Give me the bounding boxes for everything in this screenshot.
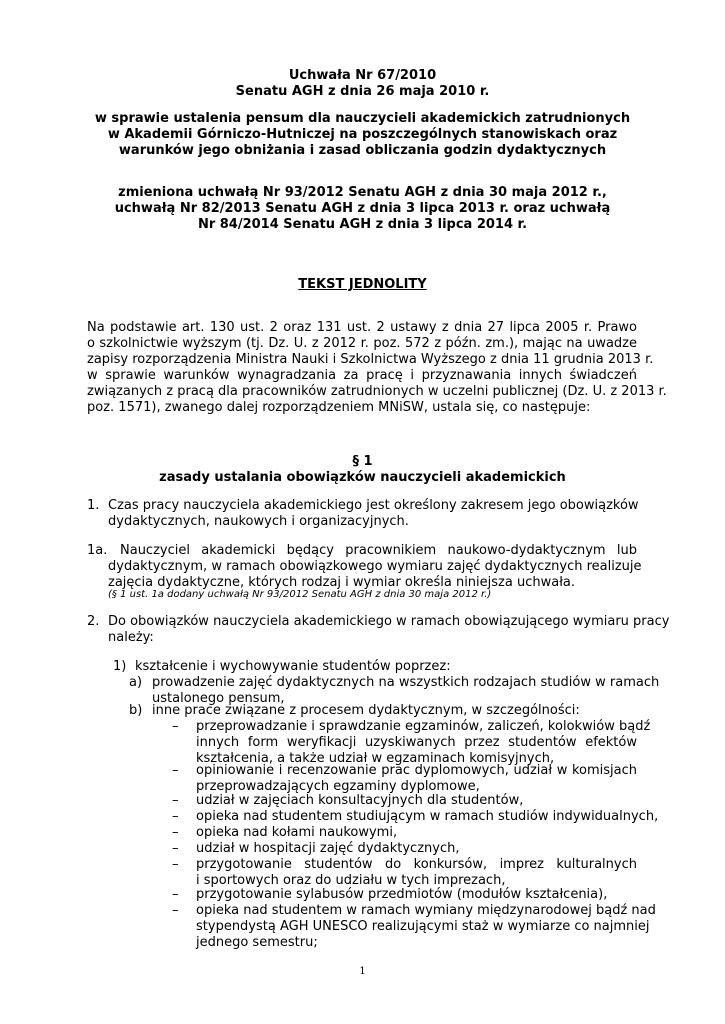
dash-item <box>196 903 656 951</box>
dash-item-line: przeprowadzających egzaminy dyplomowe, <box>196 779 480 794</box>
dash-item-line: kształcenia, a także udział w egzaminach komisyjnych, <box>196 751 555 766</box>
preamble-line: Na podstawie art. 130 ust. 2 oraz 131 ust. 2 ustawy z dnia 27 lipca 2005 r. Prawo <box>87 320 637 335</box>
dash-bullet: – <box>172 793 179 808</box>
dash-item <box>196 763 637 795</box>
dash-bullet: – <box>172 719 179 734</box>
subject-line: warunków jego obniżania i zasad obliczania godzin dydaktycznych <box>118 143 607 158</box>
dash-item-line: przygotowanie sylabusów przedmiotów (modułów kształcenia), <box>196 887 608 902</box>
consolidated-label: TEKST JEDNOLITY <box>298 277 427 292</box>
letter-label: b) <box>129 703 143 718</box>
dash-bullet: – <box>172 857 179 872</box>
amendment-note <box>80 185 645 233</box>
point-label: 1a. <box>87 543 108 558</box>
point-line: Czas pracy nauczyciela akademickiego jest określony zakresem jego obowiązków <box>108 498 639 513</box>
dash-item-line: opiniowanie i recenzowanie prac dyplomowych, udział w komisjach <box>196 763 637 778</box>
dash-item-line: i sportowych oraz do udziału w tych imprezach, <box>196 873 506 888</box>
dash-item-line: udział w zajęciach konsultacyjnych dla studentów, <box>196 793 524 808</box>
subject-line: w sprawie ustalenia pensum dla nauczycieli akademickich zatrudnionych <box>94 111 631 126</box>
dash-item-line: opieka nad kołami naukowymi, <box>196 825 398 840</box>
preamble <box>87 320 667 416</box>
item-b-text: inne prace związane z procesem dydaktycznym, w szczególności: <box>152 703 580 718</box>
point-label: 1. <box>87 498 100 513</box>
dash-bullet: – <box>172 887 179 902</box>
dash-bullet: – <box>172 903 179 918</box>
point-1 <box>108 498 637 530</box>
dash-item-line: przygotowanie studentów do konkursów, imprez kulturalnych <box>196 857 637 872</box>
title-line: Senatu AGH z dnia 26 maja 2010 r. <box>235 84 490 99</box>
amendment-line: zmieniona uchwałą Nr 93/2012 Senatu AGH z dnia 30 maja 2012 r., <box>118 185 607 200</box>
dash-item-line: innych form weryfikacji uzyskiwanych przez studentów efektów <box>196 735 637 750</box>
dash-item-line: stypendystą AGH UNESCO realizującymi staż w wymiarze co najmniej <box>196 919 650 934</box>
section-number: § 1 <box>352 454 373 469</box>
title-line: Uchwała Nr 67/2010 <box>288 68 437 83</box>
section-heading <box>80 454 645 486</box>
dash-item-line: jednego semestru; <box>196 935 318 950</box>
dash-bullet: – <box>172 841 179 856</box>
letter-label: a) <box>129 675 143 690</box>
dash-bullet: – <box>172 809 179 824</box>
preamble-line: poz. 1571), zwanego dalej rozporządzeniem MNiSW, ustala się, co następuje: <box>87 400 591 415</box>
dash-item <box>196 719 651 767</box>
dash-bullet: – <box>172 763 179 778</box>
preamble-line: w sprawie warunków wynagradzania za pracę i przyznawania innych świadczeń <box>87 368 637 383</box>
point-label: 2. <box>87 614 100 629</box>
dash-item-line: opieka nad studentem studiującym w ramach studiów indywidualnych, <box>196 809 659 824</box>
amendment-footnote: (§ 1 ust. 1a dodany uchwałą Nr 93/2012 Senatu AGH z dnia 30 maja 2012 r.) <box>108 589 492 600</box>
preamble-line: związanych z pracą dla pracowników zatrudnionych w uczelni publicznej (Dz. U. z 2013 r. <box>87 384 667 399</box>
point-line: należy: <box>108 630 154 645</box>
dash-item-line: udział w hospitacji zajęć dydaktycznych, <box>196 841 460 856</box>
point-line: dydaktycznym, w ramach obowiązkowego wymiaru zajęć dydaktycznych realizuje <box>108 559 642 574</box>
amendment-line: uchwałą Nr 82/2013 Senatu AGH z dnia 3 lipca 2013 r. oraz uchwałą <box>114 201 611 216</box>
resolution-subject <box>80 111 645 159</box>
section-title: zasady ustalania obowiązków nauczycieli akademickich <box>159 470 566 485</box>
amendment-line: Nr 84/2014 Senatu AGH z dnia 3 lipca 2014 r. <box>197 217 528 232</box>
preamble-line: zapisy rozporządzenia Ministra Nauki i Szkolnictwa Wyższego z dnia 11 grudnia 2013 r. <box>87 352 654 367</box>
point-line: Do obowiązków nauczyciela akademickiego w ramach obowiązującego wymiaru pracy <box>108 614 670 629</box>
item-line: ustalonego pensum, <box>152 691 285 706</box>
consolidated-text-heading <box>80 277 645 293</box>
dash-bullet: – <box>172 825 179 840</box>
point-line: dydaktycznych, naukowych i organizacyjnych. <box>108 514 409 529</box>
resolution-title <box>80 68 645 100</box>
subpoint-text: kształcenie i wychowywanie studentów poprzez: <box>135 659 451 674</box>
preamble-line: o szkolnictwie wyższym (tj. Dz. U. z 2012 r. poz. 572 z późn. zm.), mając na uwadze <box>87 336 637 351</box>
subject-line: w Akademii Górniczo-Hutniczej na poszczególnych stanowiskach oraz <box>107 127 618 142</box>
point-1a-first <box>120 543 637 559</box>
dash-item <box>196 857 637 889</box>
item-line: prowadzenie zajęć dydaktycznych na wszystkich rodzajach studiów w ramach <box>152 675 660 690</box>
point-line: Nauczyciel akademicki będący pracownikiem naukowo-dydaktycznym lub <box>120 543 637 558</box>
page-number: 1 <box>359 966 366 977</box>
dash-item-line: przeprowadzanie i sprawdzanie egzaminów, zaliczeń, kolokwiów bądź <box>196 719 651 734</box>
subpoint-label: 1) <box>113 659 127 674</box>
point-2 <box>108 614 670 646</box>
dash-item-line: opieka nad studentem w ramach wymiany międzynarodowej bądź nad <box>196 903 656 918</box>
point-line: zajęcia dydaktyczne, których rodzaj i wymiar określa niniejsza uchwała. <box>108 575 575 590</box>
